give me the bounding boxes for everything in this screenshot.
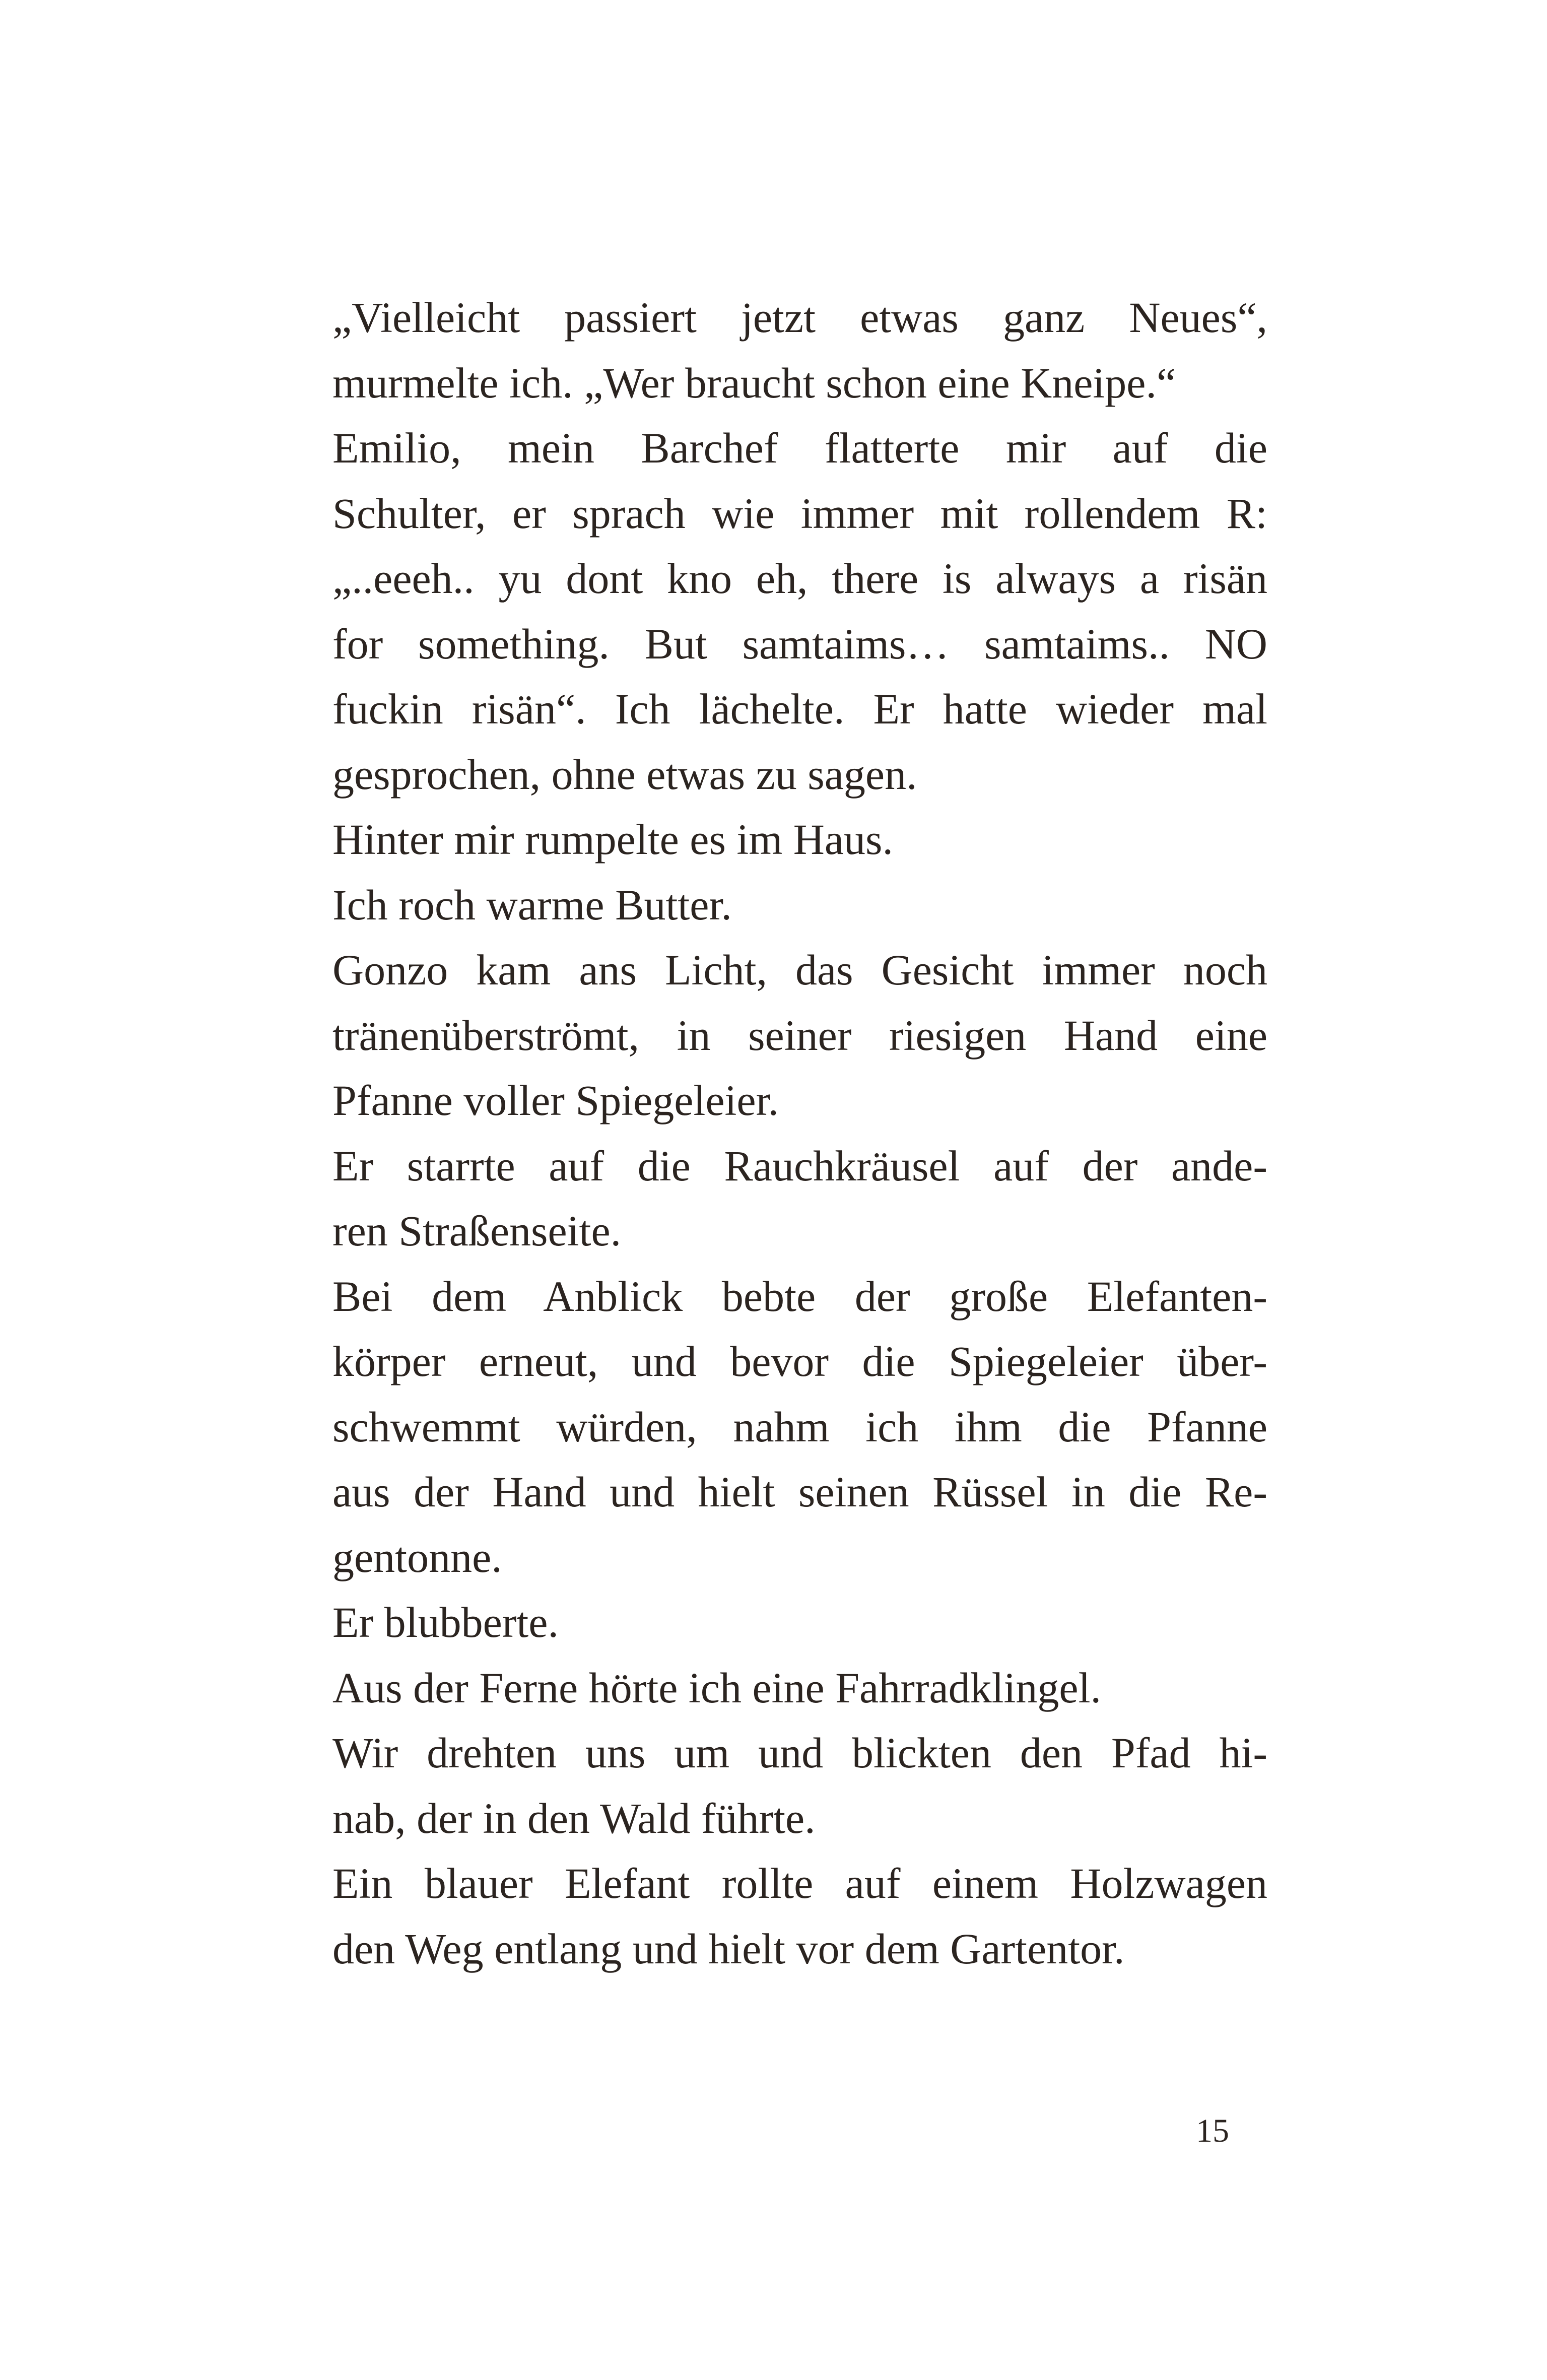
paragraph-11 [285,1851,1267,1981]
text-line: murmelte ich. „Wer braucht schon eine Kneipe.“ [332,358,1176,407]
paragraph-9 [285,1656,1267,1721]
text-line: Emilio, mein Barchef flatterte mir auf die [332,424,1267,472]
text-line: körper erneut, und bevor die Spiegeleier über- [332,1337,1267,1385]
text-line: gentonne. [332,1533,502,1581]
paragraph-8 [285,1590,1267,1656]
text-line: „..eeeh.. yu dont kno eh, there is always a risän [332,554,1267,603]
text-line: Er blubberte. [332,1598,559,1646]
page-number: 15 [1196,2112,1229,2149]
text-line: tränenüberströmt, in seiner riesigen Hand eine [332,1011,1267,1060]
text-line: Gonzo kam ans Licht, das Gesicht immer noch [332,946,1267,994]
text-line: Ein blauer Elefant rollte auf einem Holzwagen [332,1859,1267,1907]
text-line: gesprochen, ohne etwas zu sagen. [332,750,917,799]
text-line: ren Straßenseite. [332,1207,622,1255]
paragraph-4 [285,873,1267,938]
body-text [285,285,1267,1981]
paragraph-10 [285,1721,1267,1851]
paragraph-7 [285,1264,1267,1591]
text-line: Bei dem Anblick bebte der große Elefanten- [332,1272,1267,1320]
text-line: den Weg entlang und hielt vor dem Gartentor. [332,1924,1125,1973]
text-line: Ich roch warme Butter. [332,880,732,929]
paragraph-2 [285,416,1267,807]
text-line: Aus der Ferne hörte ich eine Fahrradklingel. [332,1663,1101,1712]
paragraph-1 [285,285,1267,416]
text-line: Pfanne voller Spiegeleier. [332,1076,779,1125]
text-line: Schulter, er sprach wie immer mit rollendem R: [332,489,1267,538]
text-line: Er starrte auf die Rauchkräusel auf der ande- [332,1141,1267,1190]
paragraph-6 [285,1134,1267,1264]
text-line: nab, der in den Wald führte. [332,1794,816,1842]
text-line: fuckin risän“. Ich lächelte. Er hatte wieder mal [332,685,1267,733]
paragraph-5 [285,938,1267,1134]
text-line: „Vielleicht passiert jetzt etwas ganz Neues“, [332,293,1267,342]
text-line: schwemmt würden, nahm ich ihm die Pfanne [332,1402,1267,1451]
text-line: Hinter mir rumpelte es im Haus. [332,815,893,864]
text-line: Wir drehten uns um und blickten den Pfad hi- [332,1729,1267,1777]
text-line: for something. But samtaims… samtaims.. NO [332,619,1267,668]
paragraph-3 [285,807,1267,873]
text-line: aus der Hand und hielt seinen Rüssel in die Re- [332,1468,1267,1516]
